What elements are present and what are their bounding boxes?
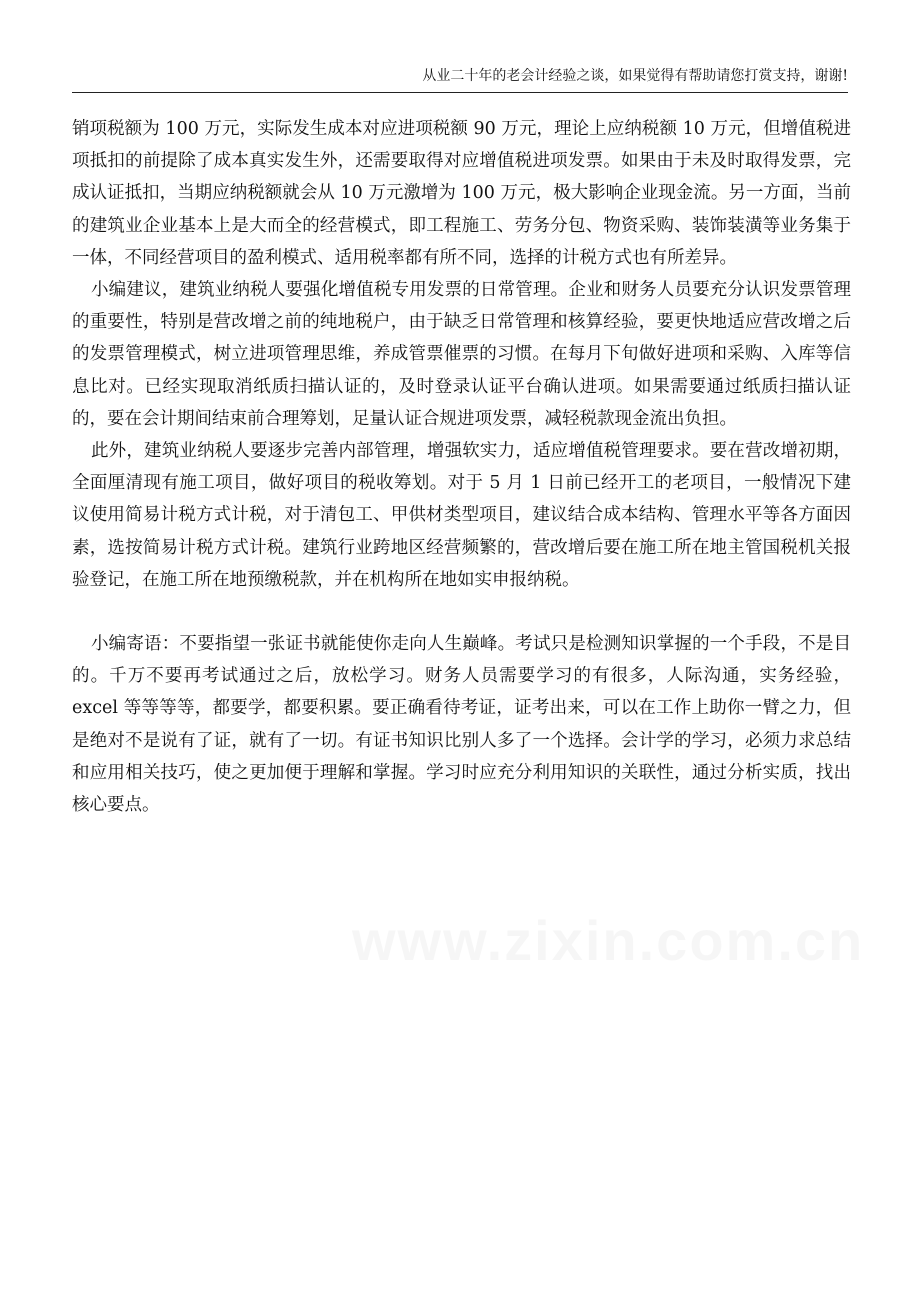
header-note: 从业二十年的老会计经验之谈，如果觉得有帮助请您打赏支持，谢谢! [422,68,848,84]
paragraph-tax-amount: 销项税额为 100 万元，实际发生成本对应进项税额 90 万元，理论上应纳税额 10 万元，但增值税进项抵扣的前提除了成本真实发生外，还需要取得对应增值税进项发票。如果由于未及时取得发票，完成认证抵扣，当期应纳税额就会从 10 万元激增为 100 万元，极大影响企业现金流。另一方面，当前的建筑业企业基本上是大而全的经营模式，即工程施工、劳务分包、物资采购、装饰装潢等业务集于一体，不同经营项目的盈利模式、适用税率都有所不同，选择的计税方式也有所差异。 [72,119,851,268]
paragraph-invoice-management: 小编建议，建筑业纳税人要强化增值税专用发票的日常管理。企业和财务人员要充分认识发票管理的重要性，特别是营改增之前的纯地税户，由于缺乏日常管理和核算经验，要更快地适应营改增之后的发票管理模式，树立进项管理思维，养成管票催票的习惯。在每月下旬做好进项和采购、入库等信息比对。已经实现取消纸质扫描认证的，及时登录认证平台确认进项。如果需要通过纸质扫描认证的，要在会计期间结束前合理筹划，足量认证合规进项发票，减轻税款现金流出负担。 [72,280,851,429]
header-divider [72,92,848,93]
article-body [72,113,851,821]
paragraph-internal-management: 此外，建筑业纳税人要逐步完善内部管理，增强软实力，适应增值税管理要求。要在营改增初期，全面厘清现有施工项目，做好项目的税收筹划。对于 5 月 1 日前已经开工的老项目，一般情况下建议使用简易计税方式计税，对于清包工、甲供材类型项目，建议结合成本结构、管理水平等各方面因素，选按简易计税方式计税。建筑行业跨地区经营频繁的，营改增后要在施工所在地主管国税机关报验登记，在施工所在地预缴税款，并在机构所在地如实申报纳税。 [72,441,851,590]
watermark [352,908,864,973]
paragraph-editor-message: 小编寄语：不要指望一张证书就能使你走向人生巅峰。考试只是检测知识掌握的一个手段，不是目的。千万不要再考试通过之后，放松学习。财务人员需要学习的有很多，人际沟通，实务经验，excel 等等等等，都要学，都要积累。要正确看待考证，证考出来，可以在工作上助你一臂之力，但是绝对不是说有了证，就有了一切。有证书知识比别人多了一个选择。会计学的学习，必须力求总结和应用相关技巧，使之更加便于理解和掌握。学习时应充分利用知识的关联性，通过分析实质，找出核心要点。 [72,634,851,816]
